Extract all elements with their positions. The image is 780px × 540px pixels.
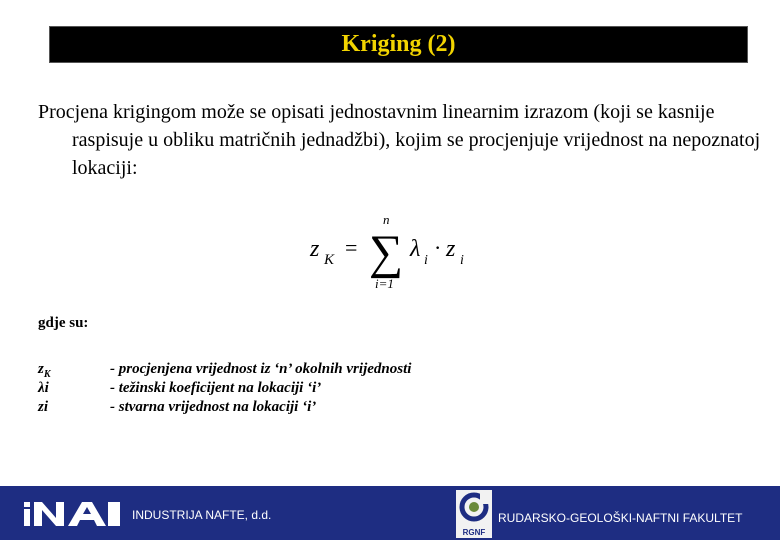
- slide-footer: [0, 486, 780, 540]
- definition-text: - stvarna vrijednost na lokaciji ‘i’: [110, 399, 317, 415]
- formula-sum-symbol: ∑: [369, 226, 404, 279]
- definition-row: [38, 398, 411, 417]
- ina-logo: [22, 502, 122, 526]
- formula-upper-limit: n: [383, 212, 390, 227]
- definition-text: - procjenjena vrijednost iz ‘n’ okolnih vrijednosti: [110, 361, 412, 377]
- definition-text: - težinski koeficijent na lokaciji ‘i’: [110, 380, 322, 396]
- definition-row: [38, 360, 411, 379]
- slide-title: Kriging (2): [341, 31, 456, 57]
- formula-lhs-z: z: [310, 236, 320, 262]
- formula-equals: =: [345, 235, 358, 260]
- footer-right-text: RUDARSKO-GEOLOŠKI-NAFTNI FAKULTET: [498, 511, 743, 525]
- rgnf-logo-text: RGNF: [462, 528, 486, 537]
- definitions-list: [38, 360, 411, 417]
- formula-lambda: λ: [410, 236, 421, 262]
- definition-symbol: λi: [38, 380, 49, 396]
- slide-title-bar: [49, 26, 748, 63]
- rgnf-emblem-icon: [456, 490, 492, 526]
- formula-lambda-sub: i: [424, 253, 428, 268]
- footer-left-text: INDUSTRIJA NAFTE, d.d.: [132, 508, 272, 522]
- formula-lower-limit: i=1: [375, 276, 394, 291]
- formula-lhs-sub: K: [324, 252, 335, 268]
- formula-z: z: [446, 236, 456, 262]
- formula-z-sub: i: [460, 253, 464, 268]
- intro-paragraph: Procjena krigingom može se opisati jednostavnim linearnim izrazom (koji se kasnije raspisuje u obliku matričnih jednadžbi), kojim se procjenjuje vrijednost na nepoznatoj lokaciji:: [38, 101, 761, 179]
- rgnf-logo: [456, 490, 492, 538]
- svg-text:INA: INA: [22, 502, 24, 503]
- where-label: gdje su:: [38, 315, 89, 331]
- kriging-formula: [300, 208, 480, 298]
- definition-symbol: $z_K$: [38, 361, 51, 380]
- definition-symbol: zi: [38, 399, 49, 415]
- formula-dot: ·: [434, 235, 442, 260]
- definition-row: [38, 379, 411, 398]
